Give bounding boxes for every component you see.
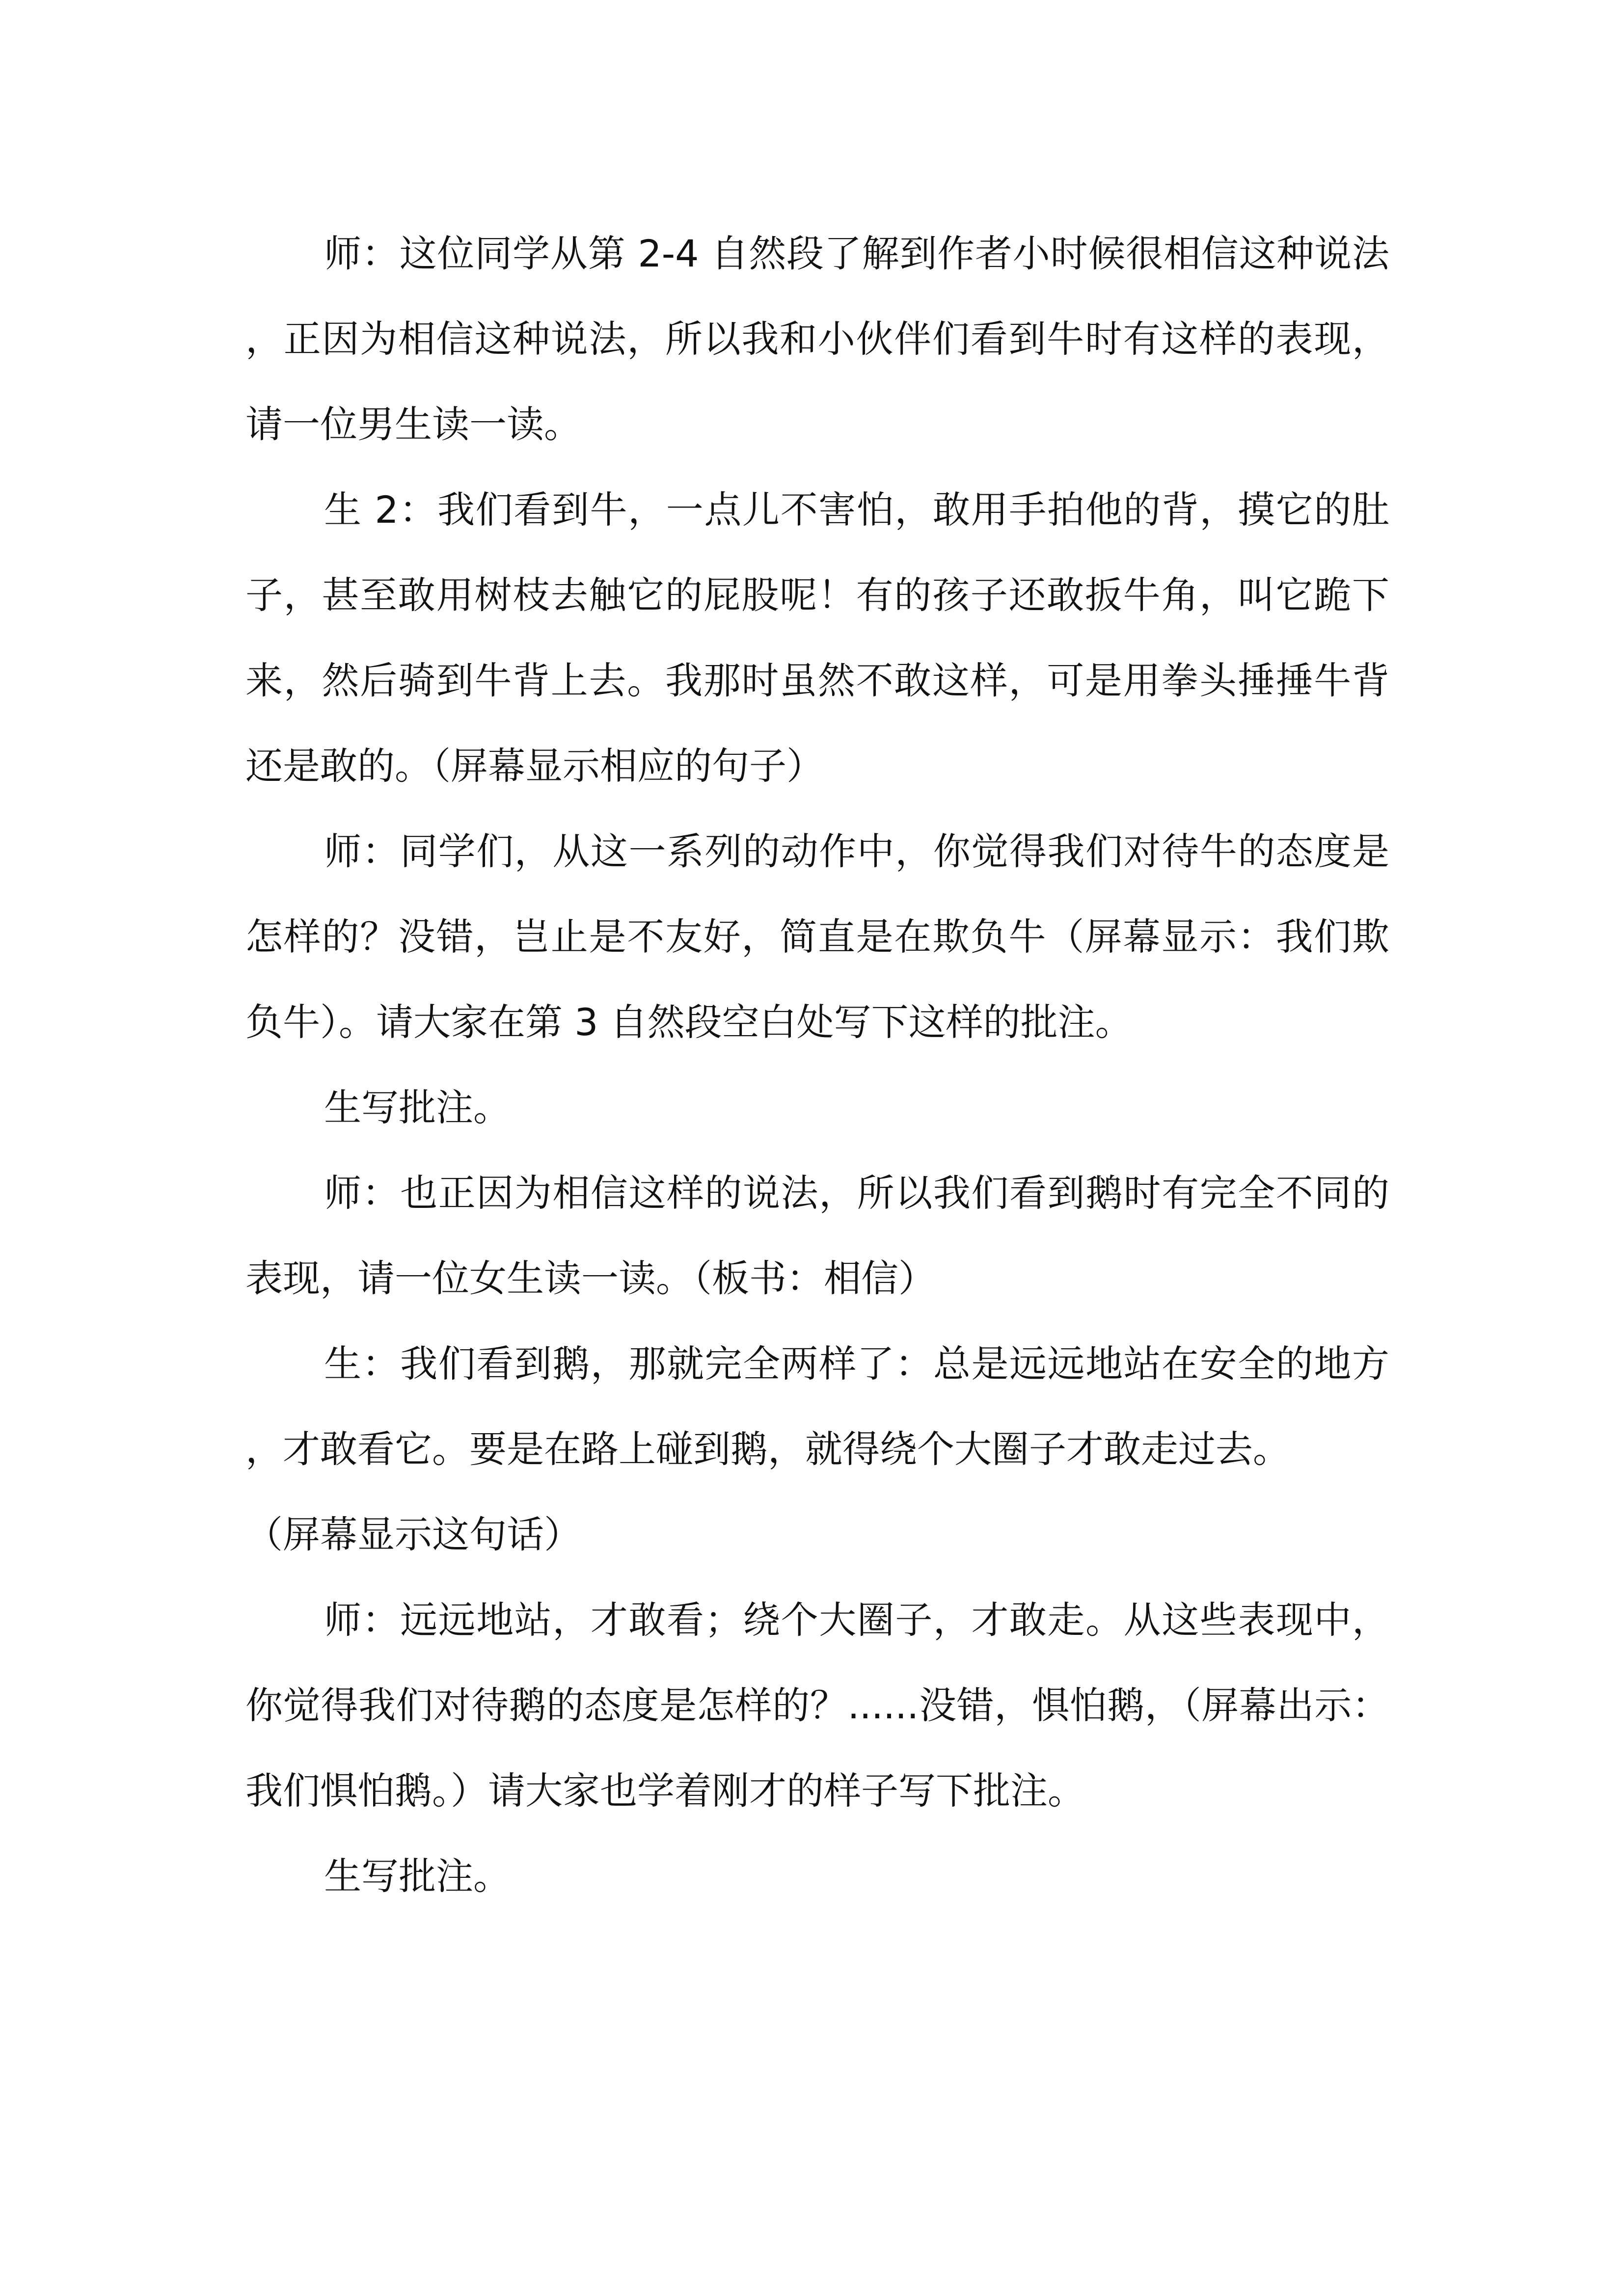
paragraph-teacher-1: 师：这位同学从第 2-4 自然段了解到作者小时候很相信这种说法，正因为相信这种说法，所以我和小伙伴们看到牛时有这样的表现，请一位男生读一读。 (245, 232, 1389, 446)
paragraph-teacher-2: 师：同学们，从这一系列的动作中，你觉得我们对待牛的态度是怎样的？没错，岂止是不友好，简直是在欺负牛（屏幕显示：我们欺负牛）。请大家在第 3 自然段空白处写下这样的批注。 (245, 829, 1389, 1044)
paragraph-screen-note: （屏幕显示这句话） (245, 1513, 581, 1556)
paragraph-student-annotate-2: 生写批注。 (324, 1854, 511, 1898)
paragraph-student-annotate-1: 生写批注。 (324, 1086, 511, 1129)
paragraph-student-2: 生 2：我们看到牛，一点儿不害怕，敢用手拍他的背，摸它的肚子，甚至敢用树枝去触它的屁股呢！有的孩子还敢扳牛角，叫它跪下来，然后骑到牛背上去。我那时虽然不敢这样，可是用拳头捶捶牛背还是敢的。（屏幕显示相应的句子） (245, 488, 1389, 788)
paragraph-student-3: 生：我们看到鹅，那就完全两样了：总是远远地站在安全的地方，才敢看它。要是在路上碰到鹅，就得绕个大圈子才敢走过去。 (245, 1342, 1389, 1471)
document-body (245, 211, 1389, 1919)
paragraph-teacher-4: 师：远远地站，才敢看；绕个大圈子，才敢走。从这些表现中，你觉得我们对待鹅的态度是怎样的？......没错，惧怕鹅，（屏幕出示：我们惧怕鹅。）请大家也学着刚才的样子写下批注。 (245, 1598, 1389, 1813)
paragraph-teacher-3: 师：也正因为相信这样的说法，所以我们看到鹅时有完全不同的表现，请一位女生读一读。（板书：相信） (245, 1171, 1389, 1300)
